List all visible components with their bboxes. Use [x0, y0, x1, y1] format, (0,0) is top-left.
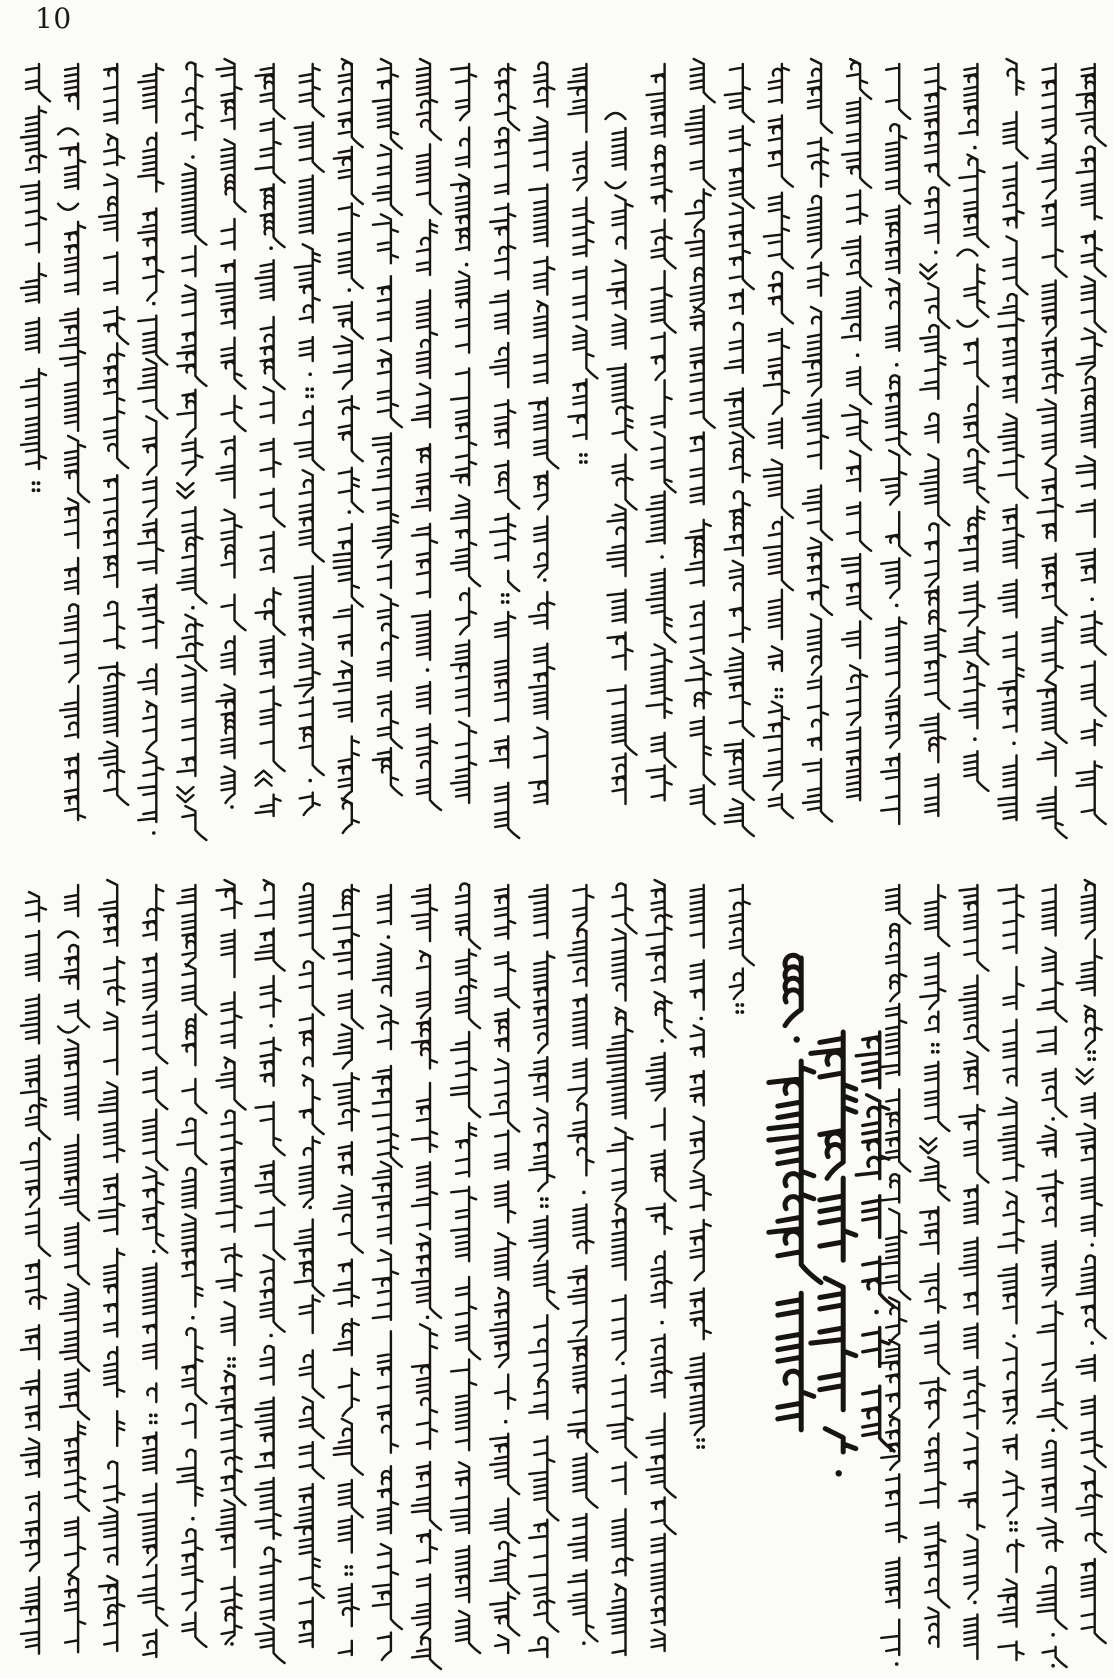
text-column [373, 59, 402, 795]
text-column [999, 59, 1028, 820]
text-column [1038, 885, 1067, 1668]
text-column [490, 885, 519, 1653]
text-column [138, 64, 167, 835]
text-column [1077, 880, 1106, 1643]
text-column [256, 64, 285, 816]
text-column [334, 885, 363, 1655]
heading-column-subtitle [856, 1032, 894, 1451]
text-column [412, 59, 441, 810]
text-column [730, 885, 754, 1014]
text-column [959, 885, 988, 1659]
text-column [568, 64, 597, 464]
text-column [58, 885, 89, 1652]
text-column [177, 63, 206, 840]
text-column [725, 64, 754, 836]
text-column [177, 885, 206, 1647]
text-column [529, 885, 558, 1657]
text-column [920, 64, 949, 816]
text-column [608, 884, 637, 1655]
text-column [999, 885, 1024, 1660]
text-column [957, 64, 988, 791]
text-column [606, 113, 637, 804]
text-column [412, 885, 441, 1669]
text-column [295, 884, 324, 1647]
text-column [568, 885, 597, 1645]
text-column [99, 64, 128, 805]
text-column [21, 892, 50, 1654]
page-number: 10 [35, 2, 72, 35]
text-column [920, 885, 949, 1647]
text-column [881, 64, 910, 824]
text-column [881, 885, 910, 1666]
text-band-top [21, 59, 1106, 840]
text-column [451, 64, 480, 803]
text-column [373, 885, 402, 1660]
text-column [256, 880, 285, 1663]
text-column [295, 64, 324, 815]
text-column [803, 59, 832, 821]
text-column [217, 880, 246, 1646]
text-column [138, 885, 167, 1657]
text-column [217, 59, 246, 809]
text-column [21, 64, 50, 492]
text-column [529, 63, 558, 804]
text-column [58, 64, 89, 820]
text-column [1038, 64, 1067, 838]
text-column [647, 64, 676, 800]
text-column [686, 59, 715, 824]
text-column [842, 59, 871, 800]
section-heading [769, 955, 894, 1476]
heading-column-title-line-1 [769, 955, 821, 1430]
text-column [764, 64, 793, 818]
text-column [1077, 64, 1106, 824]
text-column [686, 885, 711, 1449]
text-column [647, 880, 676, 1651]
text-column [99, 880, 124, 1651]
heading-column-title-line-2 [811, 1032, 856, 1477]
text-band-bottom [21, 880, 1106, 1669]
text-column [451, 884, 480, 1653]
text-column [334, 59, 363, 833]
text-column [490, 64, 519, 838]
